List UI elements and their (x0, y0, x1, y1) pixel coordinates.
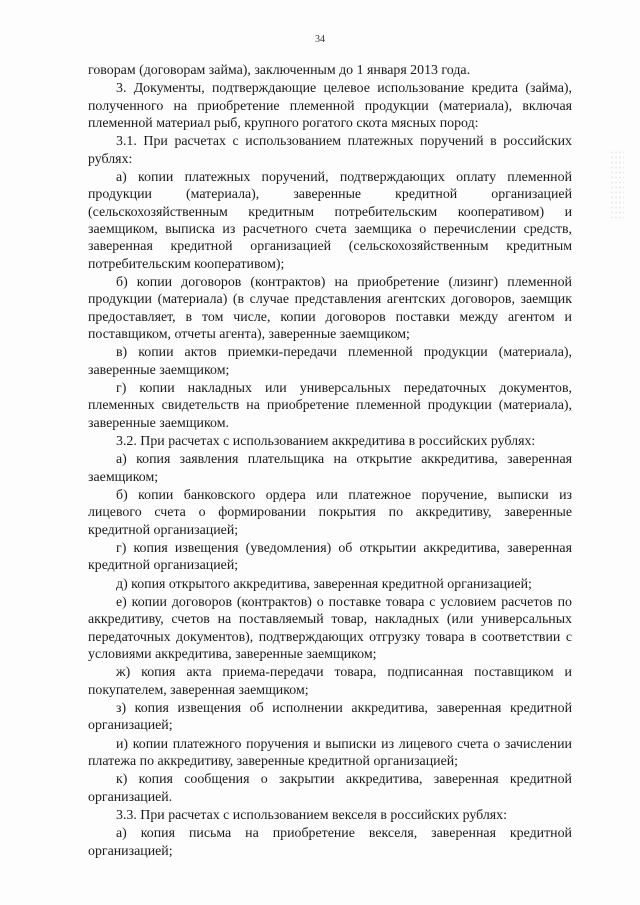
paragraph: г) копия извещения (уведомления) об открытии аккредитива, заверенная кредитной организацией; (88, 540, 572, 574)
paragraph: г) копии накладных или универсальных передаточных документов, племенных свидетельств на приобретение племенной продукции (материала), заверенные заемщиком. (88, 380, 572, 431)
page-number: 34 (315, 34, 325, 45)
paragraph: 3.3. При расчетах с использованием векселя в российских рублях: (116, 808, 507, 824)
paragraph: ж) копия акта приема-передачи товара, подписанная поставщиком и покупателем, заверенная заемщиком; (88, 665, 572, 698)
paragraph: в) копии актов приемки-передачи племенной продукции (материала), заверенные заемщиком; (88, 345, 572, 378)
paragraph: 3.1. При расчетах с использованием платежных поручений в российских рублях: (88, 134, 572, 167)
paragraph: 3. Документы, подтверждающие целевое использование кредита (займа), полученного на приобретение племенной продукции (материала), включая племенной материал рыб, крупного рогатого скота мясных пород: (88, 81, 572, 131)
paragraph: д) копия открытого аккредитива, заверенная кредитной организацией; (116, 576, 532, 592)
paragraph: б) копии договоров (контрактов) на приобретение (лизинг) племенной продукции (материала) (в случае представления агентских договоров, заемщик предоставляет, в том числе, копии договоров поставки между агентом и поставщиком, отчеты агента), заверенные заемщиком; (88, 274, 572, 342)
paragraph: з) копия извещения об исполнении аккредитива, заверенная кредитной организацией; (88, 701, 572, 734)
paragraph: а) копии платежных поручений, подтверждающих оплату племенной продукции (материала), заверенные кредитной организацией (сельскохозяйственным кредитным потребительским кооперативом) и заемщиком, выписка из расчетного счета заемщика о перечислении средств, заверенная кредитной организацией (сельскохозяйственным кредитным потребительским кооперативом); (88, 170, 572, 272)
paragraph: а) копия письма на приобретение векселя, заверенная кредитной организацией; (88, 826, 572, 859)
paragraph: к) копия сообщения о закрытии аккредитива, заверенная кредитной организацией. (88, 772, 572, 805)
paragraph: 3.2. При расчетах с использованием аккредитива в российских рублях: (116, 433, 536, 449)
paragraph: б) копии банковского ордера или платежное поручение, выписки из лицевого счета о формировании покрытия по аккредитиву, заверенные кредитной организацией; (88, 487, 572, 538)
paragraph: а) копия заявления плательщика на открытие аккредитива, заверенная заемщиком; (88, 452, 572, 485)
document-body (88, 62, 572, 861)
scan-artifact (610, 150, 624, 220)
paragraph: говорам (договорам займа), заключенным до 1 января 2013 года. (88, 63, 471, 78)
paragraph: е) копии договоров (контрактов) о поставке товара с условием расчетов по аккредитиву, счетов на поставляемый товар, накладных (или универсальных передаточных документов), подтверждающих отгрузку товара в соответствии с условиями аккредитива, заверенные заемщиком; (88, 595, 572, 662)
paragraph: и) копии платежного поручения и выписки из лицевого счета о зачислении платежа по аккредитиву, заверенные кредитной организацией; (88, 736, 572, 769)
